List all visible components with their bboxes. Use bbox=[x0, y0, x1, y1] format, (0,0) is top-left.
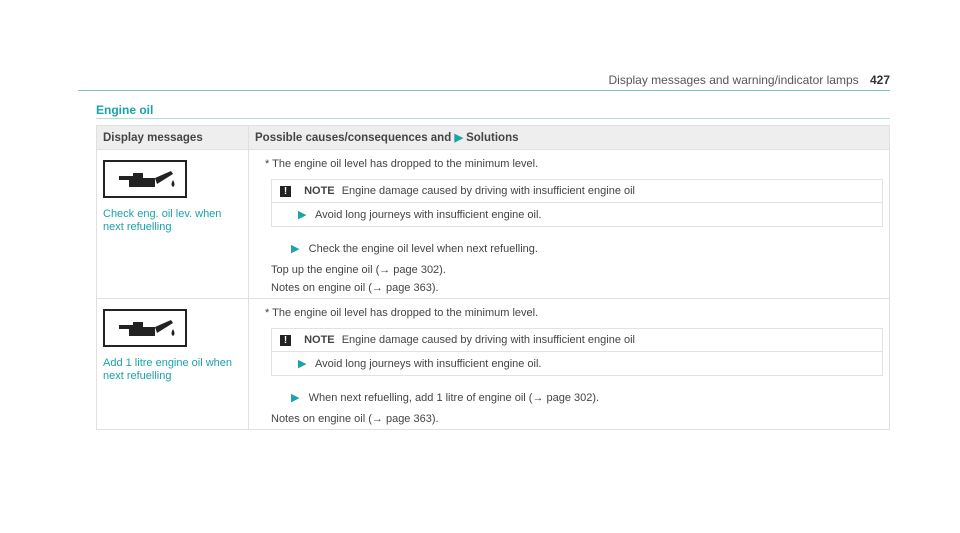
note-action bbox=[272, 351, 882, 375]
note-text: Engine damage caused by driving with insufficient engine oil bbox=[341, 185, 636, 197]
section-divider bbox=[96, 118, 890, 119]
note-action-text: Avoid long journeys with insufficient engine oil. bbox=[315, 209, 542, 221]
table-row bbox=[97, 299, 890, 430]
header-title: Display messages and warning/indicator lamps bbox=[608, 73, 859, 87]
col-header-solutions-label: Solutions bbox=[466, 132, 519, 144]
step-text: Check the engine oil level when next refuelling. bbox=[308, 243, 538, 255]
col-header-solutions bbox=[249, 126, 890, 150]
play-arrow-icon: ▶ bbox=[298, 358, 307, 370]
page-number: 427 bbox=[869, 73, 890, 87]
running-header bbox=[609, 73, 891, 87]
section-title: Engine oil bbox=[96, 103, 154, 117]
note-action bbox=[272, 202, 882, 226]
solution-cell bbox=[249, 299, 890, 430]
warning-icon: ! bbox=[280, 335, 291, 346]
col-header-causes-label: Possible causes/consequences and bbox=[255, 132, 452, 144]
play-arrow-icon: ▶ bbox=[454, 132, 463, 144]
oil-can-icon bbox=[103, 309, 187, 347]
table-row bbox=[97, 150, 890, 299]
note-text: Engine damage caused by driving with insufficient engine oil bbox=[341, 334, 636, 346]
header-divider bbox=[78, 90, 890, 91]
display-message: Check eng. oil lev. when next refuelling bbox=[103, 208, 222, 233]
page-reference: Top up the engine oil (→ page 302). bbox=[271, 264, 446, 276]
engine-oil-table bbox=[96, 125, 890, 430]
play-arrow-icon: ▶ bbox=[298, 209, 307, 221]
note-action-text: Avoid long journeys with insufficient engine oil. bbox=[315, 358, 542, 370]
cause-text: * The engine oil level has dropped to the minimum level. bbox=[265, 158, 539, 170]
display-message: Add 1 litre engine oil when next refuelling bbox=[103, 357, 233, 382]
col-header-messages: Display messages bbox=[97, 126, 249, 150]
cause-text: * The engine oil level has dropped to the minimum level. bbox=[265, 307, 539, 319]
solution-cell bbox=[249, 150, 890, 299]
page-reference: Notes on engine oil (→ page 363). bbox=[271, 413, 439, 425]
note-header bbox=[272, 329, 882, 351]
note-box bbox=[271, 179, 883, 227]
solution-step bbox=[291, 242, 883, 255]
page-reference: Notes on engine oil (→ page 363). bbox=[271, 282, 439, 294]
warning-icon: ! bbox=[280, 186, 291, 197]
play-arrow-icon: ▶ bbox=[291, 243, 300, 255]
oil-can-icon bbox=[103, 160, 187, 198]
note-label: NOTE bbox=[304, 185, 335, 197]
note-header bbox=[272, 180, 882, 202]
note-box bbox=[271, 328, 883, 376]
step-text: When next refuelling, add 1 litre of engine oil (→ page 302). bbox=[308, 392, 600, 404]
message-cell bbox=[97, 150, 249, 299]
message-cell bbox=[97, 299, 249, 430]
note-label: NOTE bbox=[304, 334, 335, 346]
play-arrow-icon: ▶ bbox=[291, 392, 300, 404]
solution-step bbox=[291, 391, 883, 404]
table-header-row bbox=[97, 126, 890, 150]
